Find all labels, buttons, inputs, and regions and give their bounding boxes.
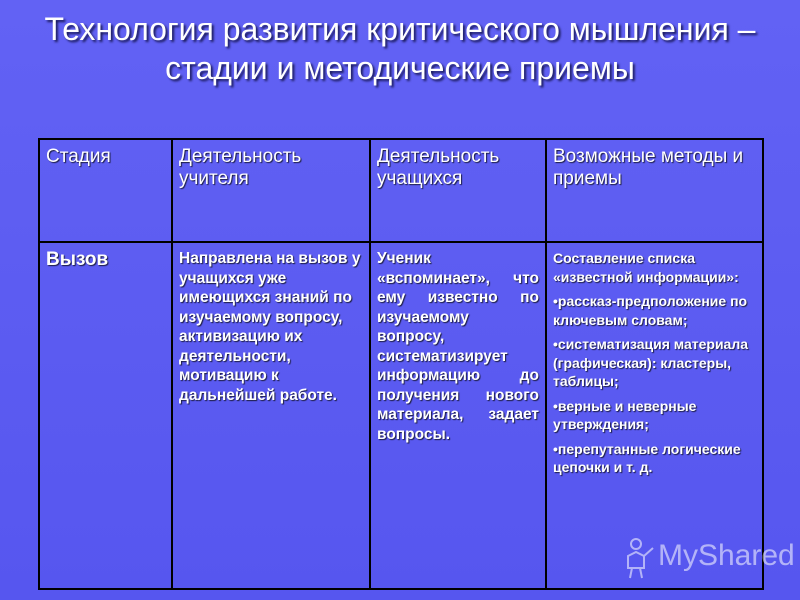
- list-item: •систематизация материала (графическая): кластеры, таблицы;: [553, 336, 749, 389]
- table-header-row: [39, 139, 763, 242]
- watermark: [622, 534, 795, 580]
- header-student-activity: Деятельность учащихся: [370, 139, 546, 242]
- header-methods: Возможные методы и приемы: [546, 139, 763, 242]
- header-teacher-activity: Деятельность учителя: [172, 139, 370, 242]
- list-item: •перепутанные логические цепочки и т. д.: [553, 440, 741, 475]
- header-stage: Стадия: [39, 139, 172, 242]
- list-item: •верные и неверные утверждения;: [553, 397, 697, 432]
- watermark-text: MyShared: [658, 539, 795, 572]
- cell-student-activity: Ученик «вспоминает», что ему известно по изучаемому вопросу, систематизирует информацию до получения нового материала, задает вопросы.: [370, 242, 546, 589]
- teacher-icon: [622, 536, 656, 580]
- methods-list: [553, 292, 756, 477]
- methods-intro: Составление списка «известной информации»:: [553, 250, 739, 285]
- slide-title: Технология развития критического мышления – стадии и методические приемы: [44, 11, 756, 86]
- methods-table: [38, 138, 764, 590]
- cell-teacher-activity: Направлена на вызов у учащихся уже имеющихся знаний по изучаемому вопросу, активизацию их деятельности, мотивацию к дальнейшей работе.: [172, 242, 370, 589]
- cell-stage: Вызов: [39, 242, 172, 589]
- list-item: •рассказ-предположение по ключевым словам;: [553, 293, 748, 328]
